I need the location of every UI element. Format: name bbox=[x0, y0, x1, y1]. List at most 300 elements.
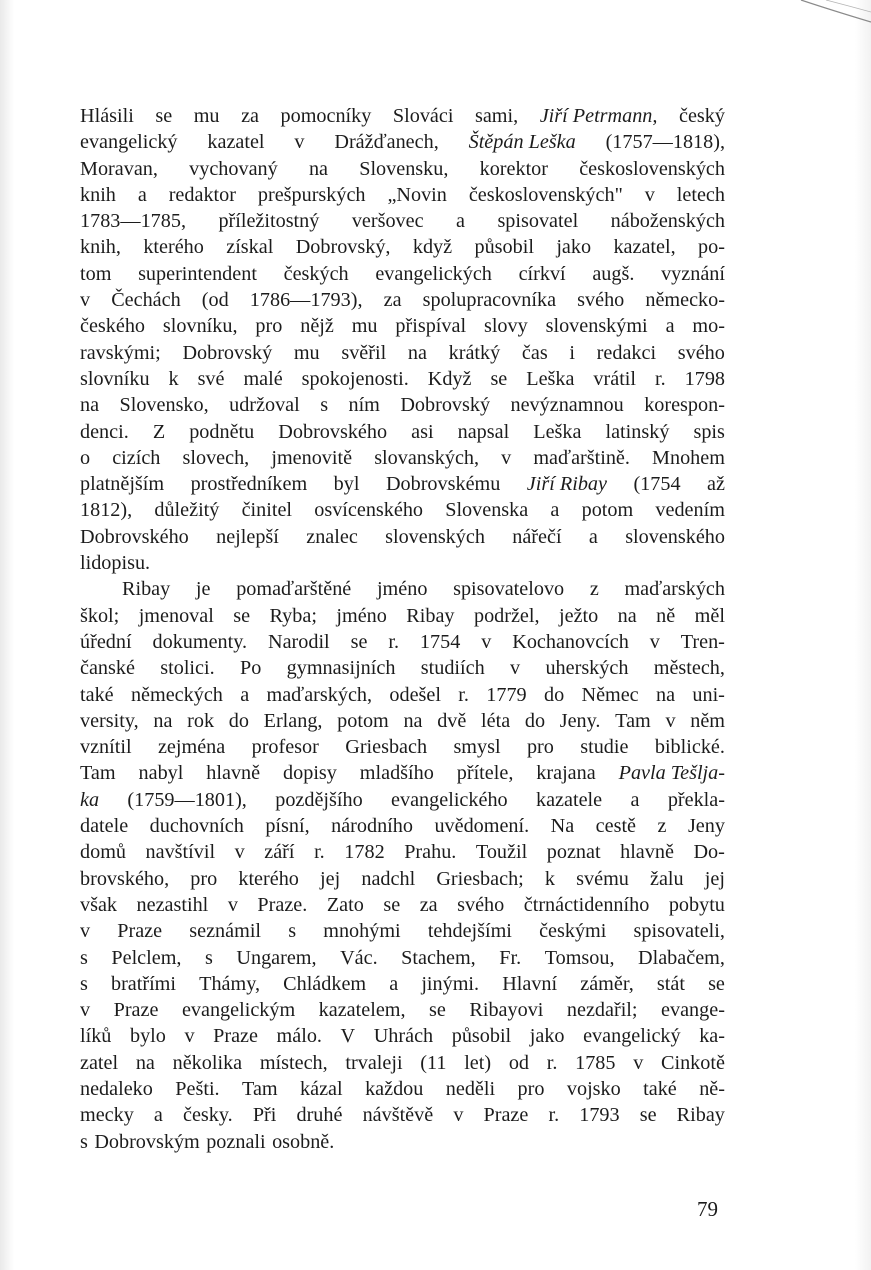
word: Narodil bbox=[268, 630, 330, 653]
word: léta bbox=[481, 709, 511, 732]
word: na bbox=[135, 1051, 155, 1074]
word: však bbox=[80, 893, 118, 916]
word: neděli bbox=[445, 1077, 496, 1100]
word: čas bbox=[521, 341, 548, 364]
word: smysl bbox=[453, 736, 501, 759]
word: krajana bbox=[536, 762, 596, 785]
word: cizích bbox=[112, 446, 161, 469]
text-line bbox=[80, 866, 725, 892]
word: tom bbox=[80, 262, 112, 285]
word: 1786—1793), bbox=[249, 289, 363, 312]
word: evangelického bbox=[391, 788, 508, 811]
word: slovníku bbox=[80, 367, 150, 390]
word: spisovatel bbox=[497, 210, 579, 233]
word: s bbox=[80, 1130, 88, 1153]
word: církví bbox=[518, 262, 566, 285]
word: a bbox=[153, 1104, 163, 1127]
word: studiích bbox=[420, 657, 485, 680]
word: r. bbox=[388, 630, 399, 653]
word: mu bbox=[193, 105, 220, 127]
word: (od bbox=[201, 289, 229, 312]
word: jej bbox=[320, 867, 341, 890]
word: Jeny. bbox=[559, 709, 601, 732]
word: vznítil bbox=[80, 736, 132, 759]
word: korespon- bbox=[644, 394, 725, 417]
word: mu bbox=[293, 341, 320, 364]
word: se bbox=[155, 105, 173, 127]
word: Ribay bbox=[676, 1104, 725, 1127]
word: augš. bbox=[592, 262, 635, 285]
word: svého bbox=[677, 341, 725, 364]
word: v bbox=[80, 999, 91, 1022]
word: studie bbox=[580, 736, 629, 759]
word: Dobrovský bbox=[182, 341, 273, 364]
text-line bbox=[80, 629, 725, 655]
word: nadchl bbox=[361, 867, 416, 890]
word: spisovateli, bbox=[633, 920, 725, 943]
word: návštěvě bbox=[362, 1104, 434, 1127]
word: Tam bbox=[242, 1077, 278, 1100]
word: podnětu bbox=[189, 420, 255, 443]
word: 1782 bbox=[344, 841, 385, 864]
word: Dobrovský, bbox=[295, 236, 391, 259]
word: Erlang, bbox=[263, 709, 323, 732]
word: i bbox=[569, 341, 575, 364]
word: působil bbox=[474, 236, 534, 259]
word: nezdařil; bbox=[566, 999, 638, 1022]
word: nezastihl bbox=[136, 893, 209, 916]
word: bratřími bbox=[110, 972, 176, 995]
text-line bbox=[80, 524, 725, 550]
word: a bbox=[550, 499, 560, 522]
word: pro bbox=[526, 736, 554, 759]
word: a bbox=[240, 683, 250, 706]
word: Ryba; bbox=[269, 604, 317, 627]
word: na bbox=[655, 683, 676, 706]
word: maďarských bbox=[624, 578, 725, 601]
word: Ungarem, bbox=[236, 946, 317, 969]
word: osvícenského bbox=[314, 499, 424, 522]
word: když bbox=[412, 236, 453, 259]
text-line bbox=[80, 340, 725, 366]
word: Griesbach; bbox=[436, 867, 524, 890]
word: písní, bbox=[265, 815, 310, 838]
word: Pelclem, bbox=[111, 946, 182, 969]
word: čtrnáctidenního bbox=[523, 893, 650, 916]
text-line bbox=[80, 366, 725, 392]
word: mnohými bbox=[323, 920, 401, 943]
word: poznali bbox=[206, 1130, 266, 1153]
word: Cinkotě bbox=[661, 1051, 725, 1074]
word: záměr, bbox=[580, 972, 634, 995]
word: Hlásili bbox=[80, 105, 134, 127]
word: Moravan, bbox=[80, 157, 158, 180]
word: září bbox=[264, 841, 295, 864]
word: malé bbox=[243, 367, 283, 390]
word: let) bbox=[464, 1051, 492, 1074]
word: slovníku, bbox=[162, 315, 238, 338]
word: trvaleji bbox=[345, 1051, 403, 1074]
word: Němec bbox=[581, 683, 639, 706]
word: nějž bbox=[300, 315, 334, 338]
word: podržel, bbox=[473, 604, 540, 627]
word: a bbox=[630, 788, 640, 811]
word: slovech, bbox=[182, 446, 250, 469]
word: kazatelem, bbox=[318, 999, 406, 1022]
word: potom bbox=[581, 499, 634, 522]
word: svěřil bbox=[341, 341, 387, 364]
word: 1783—1785, bbox=[80, 210, 186, 233]
word: činitel bbox=[241, 499, 293, 522]
word: jmenovitě bbox=[271, 446, 353, 469]
word: s bbox=[288, 920, 297, 943]
word: kázal bbox=[300, 1077, 343, 1100]
text-line bbox=[80, 839, 725, 865]
word: korektor bbox=[479, 157, 548, 180]
text-line bbox=[80, 1050, 725, 1076]
word: málo. bbox=[276, 1025, 322, 1048]
word: se bbox=[350, 630, 368, 653]
word: duchovních bbox=[149, 815, 244, 838]
text-line bbox=[80, 471, 725, 497]
word: Hlavní bbox=[502, 972, 558, 995]
word: českých bbox=[283, 262, 349, 285]
word: k bbox=[544, 867, 556, 890]
word: evangelických bbox=[375, 262, 492, 285]
word: seznámil bbox=[189, 920, 262, 943]
word: Z bbox=[152, 420, 166, 443]
word: po- bbox=[698, 236, 725, 259]
word: knih, bbox=[80, 236, 121, 259]
word: překla- bbox=[667, 788, 725, 811]
word: „Novin bbox=[387, 183, 447, 206]
word: Prahu. bbox=[404, 841, 457, 864]
word: slovenského bbox=[625, 525, 725, 548]
word: ka- bbox=[699, 1025, 725, 1048]
word: za bbox=[419, 893, 438, 916]
word: v bbox=[510, 657, 521, 680]
word: zejména bbox=[157, 736, 226, 759]
word: jako bbox=[556, 236, 592, 259]
word: Po bbox=[240, 657, 262, 680]
word: Jiří Petrmann, bbox=[539, 105, 658, 127]
word: 1779 bbox=[486, 683, 527, 706]
word: Na bbox=[550, 815, 575, 838]
word: brovského, bbox=[80, 867, 170, 890]
word: Dobrovskému bbox=[385, 473, 501, 496]
text-line bbox=[80, 734, 725, 760]
word: se bbox=[639, 1104, 657, 1127]
word: je bbox=[195, 578, 211, 601]
word: a bbox=[588, 525, 598, 548]
word: maďarských, bbox=[266, 683, 373, 706]
word: prostředníkem bbox=[190, 473, 308, 496]
word: latinský bbox=[605, 420, 670, 443]
word: (1757—1818), bbox=[605, 131, 725, 154]
word: Mnohem bbox=[652, 446, 725, 469]
word: osobně. bbox=[272, 1130, 335, 1153]
word: slovenskými bbox=[545, 315, 648, 338]
word: mu bbox=[351, 315, 378, 338]
word: národního bbox=[331, 815, 413, 838]
text-line bbox=[80, 445, 725, 471]
word: a bbox=[389, 972, 399, 995]
word: nevýznamnou bbox=[510, 394, 624, 417]
word: Tren- bbox=[680, 630, 725, 653]
word: nedaleko bbox=[80, 1077, 153, 1100]
word: Fr. bbox=[499, 946, 522, 969]
word: jinými. bbox=[421, 972, 480, 995]
word: r. bbox=[548, 1104, 560, 1127]
word: cestě bbox=[595, 815, 637, 838]
word: několika bbox=[172, 1051, 243, 1074]
text-line bbox=[80, 760, 725, 786]
word: spolupracovníka bbox=[422, 289, 557, 312]
word: v bbox=[294, 131, 305, 154]
word: uvědomení. bbox=[434, 815, 530, 838]
word: vojsko bbox=[566, 1077, 621, 1100]
word: 1812), bbox=[80, 499, 133, 522]
text-line bbox=[80, 182, 725, 208]
word: jméno bbox=[336, 604, 387, 627]
word: Do- bbox=[693, 841, 725, 864]
text-line bbox=[80, 497, 725, 523]
word: Praze bbox=[213, 1025, 258, 1048]
word: důležitý bbox=[154, 499, 220, 522]
word: Tam bbox=[615, 709, 651, 732]
word: Slovensku, bbox=[359, 157, 449, 180]
word: do bbox=[543, 683, 565, 706]
word: hlavně bbox=[206, 762, 261, 785]
word: biblické. bbox=[654, 736, 725, 759]
word: líků bbox=[80, 1025, 112, 1048]
word: pro bbox=[517, 1077, 545, 1100]
word: s bbox=[320, 394, 329, 417]
word: Praze bbox=[113, 999, 159, 1022]
word: kterého bbox=[238, 867, 299, 890]
word: přítele, bbox=[456, 762, 514, 785]
word: platnějším bbox=[80, 473, 165, 496]
word: r. bbox=[314, 841, 325, 864]
word: uherských bbox=[545, 657, 629, 680]
word: získal bbox=[226, 236, 274, 259]
word: také bbox=[80, 683, 114, 706]
word: v bbox=[227, 893, 238, 916]
word: jméno bbox=[376, 578, 428, 601]
word: napsal bbox=[457, 420, 510, 443]
word: V bbox=[340, 1025, 356, 1048]
word: v bbox=[453, 1104, 464, 1127]
word: Leška bbox=[526, 367, 575, 390]
word: Ribayovi bbox=[469, 999, 544, 1022]
text-line bbox=[80, 682, 725, 708]
word: se bbox=[429, 999, 446, 1022]
word: datele bbox=[80, 815, 129, 838]
text-line bbox=[80, 103, 725, 129]
word: ním bbox=[348, 394, 380, 417]
word: svého bbox=[457, 893, 505, 916]
word: svému bbox=[576, 867, 629, 890]
word: ježto bbox=[559, 604, 599, 627]
word: krátký bbox=[448, 341, 501, 364]
word: vyznání bbox=[661, 262, 725, 285]
word: kazatel bbox=[207, 131, 265, 154]
word: německo- bbox=[645, 289, 725, 312]
word: ně bbox=[656, 604, 676, 627]
word: úřední bbox=[80, 630, 132, 653]
text-line bbox=[80, 287, 725, 313]
text-line bbox=[80, 156, 725, 182]
word: Slovensko, bbox=[119, 394, 209, 417]
word: škol; bbox=[80, 604, 120, 627]
word: se bbox=[233, 604, 251, 627]
word: jej bbox=[704, 867, 725, 890]
word: působil bbox=[451, 1025, 512, 1048]
word: evange- bbox=[661, 999, 725, 1022]
word: navštívil bbox=[145, 841, 216, 864]
word: příležitostný bbox=[218, 210, 320, 233]
word: s bbox=[205, 946, 213, 969]
word: pomocníky bbox=[280, 105, 372, 127]
word: veršovec bbox=[351, 210, 424, 233]
word: o bbox=[80, 446, 91, 469]
text-line bbox=[80, 313, 725, 339]
word: Dobrovského bbox=[80, 525, 189, 548]
word: pobytu bbox=[668, 893, 725, 916]
text-line bbox=[80, 945, 725, 971]
word: Praze bbox=[483, 1104, 529, 1127]
word: pozdějšího bbox=[275, 788, 363, 811]
word: (1754 bbox=[633, 473, 681, 496]
text-line bbox=[80, 208, 725, 234]
word: Stachem, bbox=[401, 946, 476, 969]
word: a bbox=[665, 315, 675, 338]
word: německých bbox=[130, 683, 223, 706]
word: Kochanovcích bbox=[512, 630, 629, 653]
word: domů bbox=[80, 841, 126, 864]
word: na bbox=[153, 709, 173, 732]
word: za bbox=[241, 105, 259, 127]
word: lidopisu. bbox=[80, 552, 151, 575]
word: dokumenty. bbox=[152, 630, 248, 653]
word: československých bbox=[579, 157, 725, 180]
word: Jiří Ribay bbox=[526, 473, 607, 496]
word: mladšího bbox=[359, 762, 434, 785]
word: v bbox=[184, 1025, 195, 1048]
word: náboženských bbox=[610, 210, 725, 233]
word: na bbox=[617, 604, 637, 627]
word: Jeny bbox=[687, 815, 725, 838]
text-line bbox=[80, 655, 725, 681]
word: v bbox=[501, 446, 512, 469]
word: něm bbox=[690, 709, 725, 732]
word: spisovatelovo bbox=[453, 578, 565, 601]
text-line bbox=[80, 129, 725, 155]
word: pomaďarštěné bbox=[236, 578, 352, 601]
word: do bbox=[524, 709, 546, 732]
word: Tam bbox=[80, 762, 116, 785]
word: v bbox=[633, 1051, 644, 1074]
text-line bbox=[80, 419, 725, 445]
word: uni- bbox=[692, 683, 725, 706]
word: Když bbox=[427, 367, 472, 390]
word: českého bbox=[80, 315, 146, 338]
word: dopisy bbox=[283, 762, 337, 785]
word: svého bbox=[577, 289, 625, 312]
word: a bbox=[456, 210, 465, 233]
word: Dlabačem, bbox=[638, 946, 725, 969]
text-line bbox=[80, 1102, 725, 1128]
word: r. bbox=[458, 683, 469, 706]
word: 1798 bbox=[684, 367, 725, 390]
word: mo- bbox=[692, 315, 725, 338]
word: vrátil bbox=[593, 367, 637, 390]
word: redaktor bbox=[168, 183, 236, 206]
word: udržoval bbox=[229, 394, 300, 417]
word: Chládkem bbox=[283, 972, 367, 995]
word: gymnasijních bbox=[286, 657, 396, 680]
word: českými bbox=[539, 920, 607, 943]
word: superintendent bbox=[138, 262, 257, 285]
word: evangelický bbox=[583, 1025, 681, 1048]
word: také bbox=[643, 1077, 677, 1100]
word: 1793 bbox=[579, 1104, 620, 1127]
word: r. bbox=[546, 1051, 558, 1074]
word: s bbox=[80, 972, 88, 995]
word: mecky bbox=[80, 1104, 134, 1127]
word: nabyl bbox=[138, 762, 184, 785]
word: evangelický bbox=[80, 131, 178, 154]
word: byl bbox=[333, 473, 360, 496]
word: Praze bbox=[117, 920, 163, 943]
word: měl bbox=[694, 604, 725, 627]
word: tehdejšími bbox=[427, 920, 512, 943]
word: český bbox=[678, 105, 725, 127]
text-line bbox=[80, 997, 725, 1023]
word: v bbox=[665, 709, 676, 732]
text-line bbox=[80, 392, 725, 418]
word: rok bbox=[187, 709, 215, 732]
word: v bbox=[649, 630, 660, 653]
word: nářečí bbox=[512, 525, 562, 548]
word: 1785 bbox=[575, 1051, 616, 1074]
word: Slováci bbox=[392, 105, 454, 127]
word: každou bbox=[365, 1077, 424, 1100]
word: spokojenosti. bbox=[301, 367, 409, 390]
word: jako bbox=[529, 1025, 565, 1048]
word: čanské bbox=[80, 657, 135, 680]
word: Tomsou, bbox=[544, 946, 615, 969]
word: (1759—1801), bbox=[127, 788, 247, 811]
word: Slovenska bbox=[445, 499, 529, 522]
word: z bbox=[589, 578, 599, 601]
word: redakci bbox=[596, 341, 657, 364]
word: své bbox=[197, 367, 225, 390]
word: ně- bbox=[699, 1077, 725, 1100]
word: jmenoval bbox=[138, 604, 214, 627]
word: v bbox=[481, 630, 492, 653]
word: sami, bbox=[474, 105, 519, 127]
word: Praze. bbox=[257, 893, 308, 916]
word: Uhrách bbox=[373, 1025, 434, 1048]
word: potom bbox=[337, 709, 389, 732]
word: r. bbox=[655, 367, 666, 390]
word: Leška bbox=[533, 420, 582, 443]
word: kterého bbox=[143, 236, 204, 259]
word: 1754 bbox=[419, 630, 461, 653]
word: do bbox=[228, 709, 249, 732]
word: a bbox=[137, 183, 147, 206]
